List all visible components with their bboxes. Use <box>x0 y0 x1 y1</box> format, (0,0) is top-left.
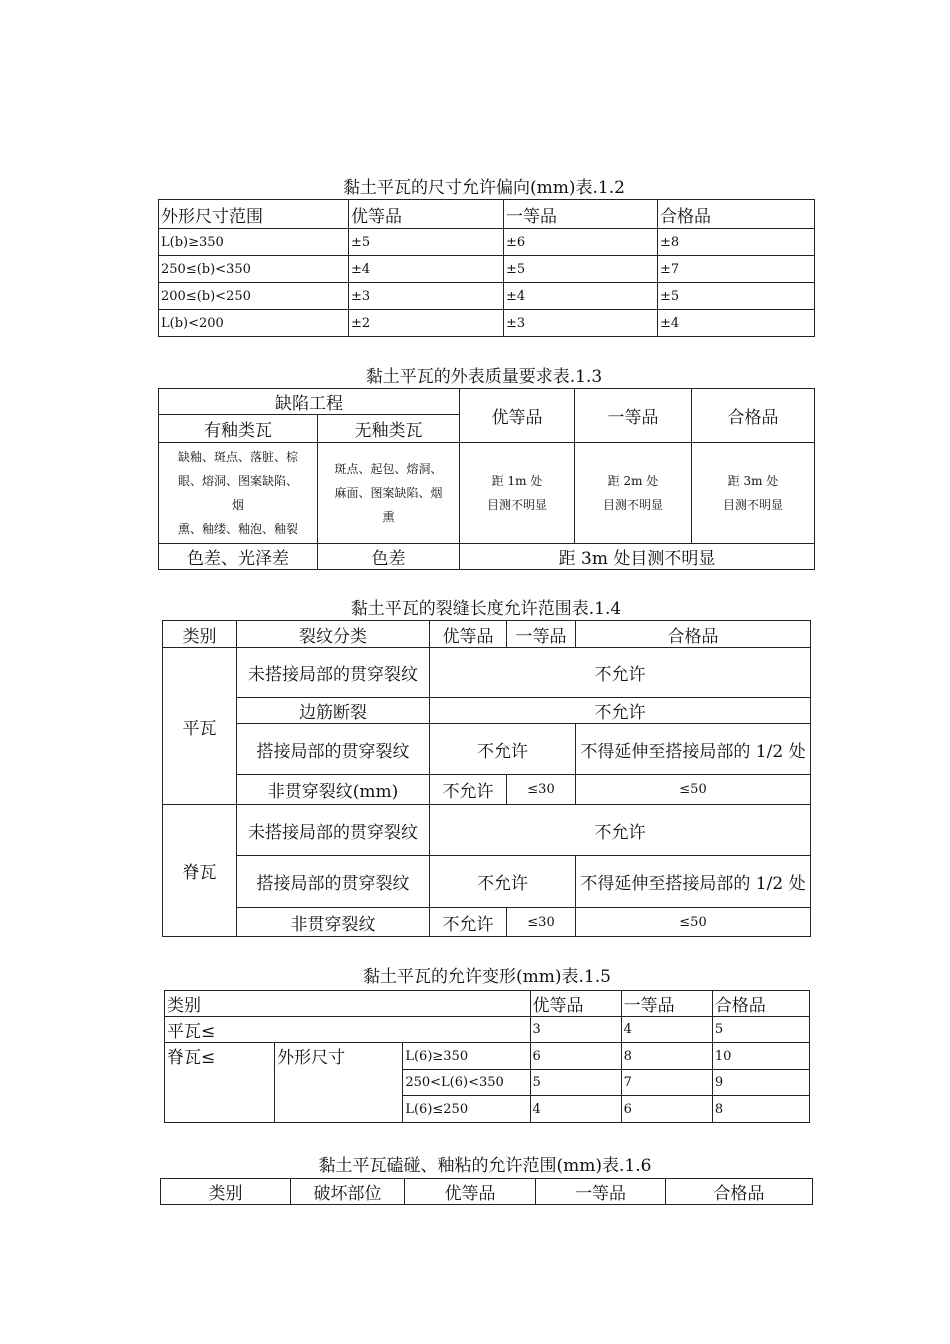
header-cell: 外形尺寸范围 <box>159 200 349 229</box>
text-line: 熏、釉缕、釉泡、釉裂 <box>177 522 298 536</box>
table-cell: 边筋断裂 <box>237 698 430 724</box>
table-cell: 250≤(b)<350 <box>159 256 349 283</box>
table-cell: 脊瓦≤ <box>165 1043 275 1123</box>
table-cell: 色差 <box>318 544 460 570</box>
table-header-row <box>161 1179 813 1205</box>
requirement-cell <box>460 443 575 544</box>
text-line: 熏 <box>382 510 395 524</box>
table-header-row <box>159 389 815 415</box>
table-cell: ±2 <box>349 310 504 337</box>
table-1-4 <box>162 620 811 937</box>
table-cell: 距 3m 处目测不明显 <box>460 544 815 570</box>
glazed-defects-cell <box>159 443 318 544</box>
table-cell: 不得延伸至搭接局部的 1/2 处 <box>576 724 811 775</box>
text-line: 麻面、图案缺陷、烟 <box>334 486 443 500</box>
table-row <box>159 544 815 570</box>
table-row <box>159 310 815 337</box>
header-cell: 合格品 <box>712 991 809 1017</box>
table-1-6 <box>160 1178 813 1205</box>
table-cell: 5 <box>530 1070 621 1096</box>
table-cell: 色差、光泽差 <box>159 544 318 570</box>
table-1-5 <box>164 990 810 1123</box>
table-header-row <box>159 200 815 229</box>
text-line: 目测不明显 <box>722 498 783 512</box>
header-cell: 一等品 <box>575 389 692 443</box>
table-row <box>159 283 815 310</box>
table-cell: 4 <box>621 1017 712 1043</box>
table-row <box>163 805 811 856</box>
text-line: 目测不明显 <box>602 498 663 512</box>
table-cell: 7 <box>621 1070 712 1096</box>
header-cell: 优等品 <box>405 1179 536 1205</box>
table-row <box>159 256 815 283</box>
table-cell: 200≤(b)<250 <box>159 283 349 310</box>
table-cell: ±4 <box>349 256 504 283</box>
table-cell: 6 <box>530 1043 621 1070</box>
table-cell: ±6 <box>504 229 658 256</box>
table-cell: L(6)≤250 <box>403 1096 530 1123</box>
table-1-4-caption: 黏土平瓦的裂缝长度允许范围表.1.4 <box>350 599 622 619</box>
table-1-6-caption: 黏土平瓦磕碰、釉粘的允许范围(mm)表.1.6 <box>318 1156 652 1176</box>
header-cell: 一等品 <box>621 991 712 1017</box>
text-line: 斑点、起包、熔洞、 <box>334 462 443 476</box>
table-cell: ±5 <box>349 229 504 256</box>
header-cell: 无釉类瓦 <box>318 415 460 443</box>
table-cell: 250<L(6)<350 <box>403 1070 530 1096</box>
table-cell: L(6)≥350 <box>403 1043 530 1070</box>
header-cell: 一等品 <box>536 1179 666 1205</box>
table-cell: ±4 <box>504 283 658 310</box>
table-cell: 不允许 <box>430 724 576 775</box>
table-cell: ≤30 <box>507 775 576 805</box>
text-line: 目测不明显 <box>486 498 547 512</box>
table-row <box>163 724 811 775</box>
category-cell: 平瓦 <box>163 648 237 805</box>
header-cell: 优等品 <box>460 389 575 443</box>
header-cell: 合格品 <box>666 1179 813 1205</box>
table-cell: ±3 <box>504 310 658 337</box>
table-header-row <box>165 991 810 1017</box>
table-cell: 3 <box>530 1017 621 1043</box>
table-row <box>163 856 811 908</box>
header-cell: 合格品 <box>658 200 815 229</box>
table-cell: 不得延伸至搭接局部的 1/2 处 <box>576 856 811 908</box>
table-cell: 非贯穿裂纹(mm) <box>237 775 430 805</box>
header-cell: 合格品 <box>576 621 811 648</box>
table-cell: 未搭接局部的贯穿裂纹 <box>237 805 430 856</box>
table-row <box>159 229 815 256</box>
table-row <box>163 648 811 698</box>
table-cell: 4 <box>530 1096 621 1123</box>
table-1-2-caption: 黏土平瓦的尺寸允许偏向(mm)表.1.2 <box>343 178 625 198</box>
table-cell: 外形尺寸 <box>275 1043 403 1123</box>
table-row <box>165 1017 810 1043</box>
table-1-3 <box>158 388 815 570</box>
text-line: 距 2m 处 <box>607 474 659 488</box>
table-cell: 9 <box>712 1070 809 1096</box>
table-cell: 不允许 <box>430 648 811 698</box>
text-line: 距 3m 处 <box>727 474 779 488</box>
table-cell: ±7 <box>658 256 815 283</box>
text-line: 眼、熔洞、图案缺陷、 <box>177 474 298 488</box>
text-line: 缺釉、斑点、落脏、棕 <box>177 450 298 464</box>
table-1-5-caption: 黏土平瓦的允许变形(mm)表.1.5 <box>363 967 611 987</box>
table-cell: 6 <box>621 1096 712 1123</box>
header-cell: 优等品 <box>430 621 507 648</box>
table-cell: L(b)≥350 <box>159 229 349 256</box>
table-cell: 平瓦≤ <box>165 1017 531 1043</box>
requirement-cell <box>575 443 692 544</box>
table-cell: 5 <box>712 1017 809 1043</box>
table-cell: ±4 <box>658 310 815 337</box>
table-row <box>165 1043 810 1070</box>
table-cell: ±8 <box>658 229 815 256</box>
header-cell: 一等品 <box>507 621 576 648</box>
table-1-3-caption: 黏土平瓦的外表质量要求表.1.3 <box>365 367 603 387</box>
text-line: 距 1m 处 <box>491 474 543 488</box>
table-1-2 <box>158 199 815 337</box>
requirement-cell <box>692 443 815 544</box>
header-cell: 有釉类瓦 <box>159 415 318 443</box>
table-cell: 不允许 <box>430 805 811 856</box>
table-cell: L(b)<200 <box>159 310 349 337</box>
defect-header: 缺陷工程 <box>159 389 460 415</box>
table-cell: 不允许 <box>430 908 507 937</box>
table-cell: 未搭接局部的贯穿裂纹 <box>237 648 430 698</box>
table-cell: 10 <box>712 1043 809 1070</box>
table-cell: 不允许 <box>430 856 576 908</box>
table-cell: ±5 <box>658 283 815 310</box>
unglazed-defects-cell <box>318 443 460 544</box>
table-row <box>163 908 811 937</box>
header-cell: 合格品 <box>692 389 815 443</box>
table-cell: 8 <box>712 1096 809 1123</box>
table-cell: 搭接局部的贯穿裂纹 <box>237 724 430 775</box>
table-cell: 不允许 <box>430 698 811 724</box>
table-row <box>163 698 811 724</box>
text-line: 烟 <box>231 498 244 512</box>
table-row <box>163 775 811 805</box>
table-cell: 8 <box>621 1043 712 1070</box>
table-header-row <box>163 621 811 648</box>
header-cell: 类别 <box>161 1179 291 1205</box>
table-cell: ≤50 <box>576 775 811 805</box>
table-cell: 搭接局部的贯穿裂纹 <box>237 856 430 908</box>
table-cell: ≤30 <box>507 908 576 937</box>
header-cell: 类别 <box>163 621 237 648</box>
header-cell: 类别 <box>165 991 531 1017</box>
header-cell: 优等品 <box>349 200 504 229</box>
header-cell: 破坏部位 <box>291 1179 405 1205</box>
table-row <box>159 443 815 544</box>
table-cell: 不允许 <box>430 775 507 805</box>
header-cell: 优等品 <box>530 991 621 1017</box>
table-cell: ±3 <box>349 283 504 310</box>
category-cell: 脊瓦 <box>163 805 237 937</box>
table-cell: 非贯穿裂纹 <box>237 908 430 937</box>
table-cell: ≤50 <box>576 908 811 937</box>
header-cell: 一等品 <box>504 200 658 229</box>
header-cell: 裂纹分类 <box>237 621 430 648</box>
table-cell: ±5 <box>504 256 658 283</box>
